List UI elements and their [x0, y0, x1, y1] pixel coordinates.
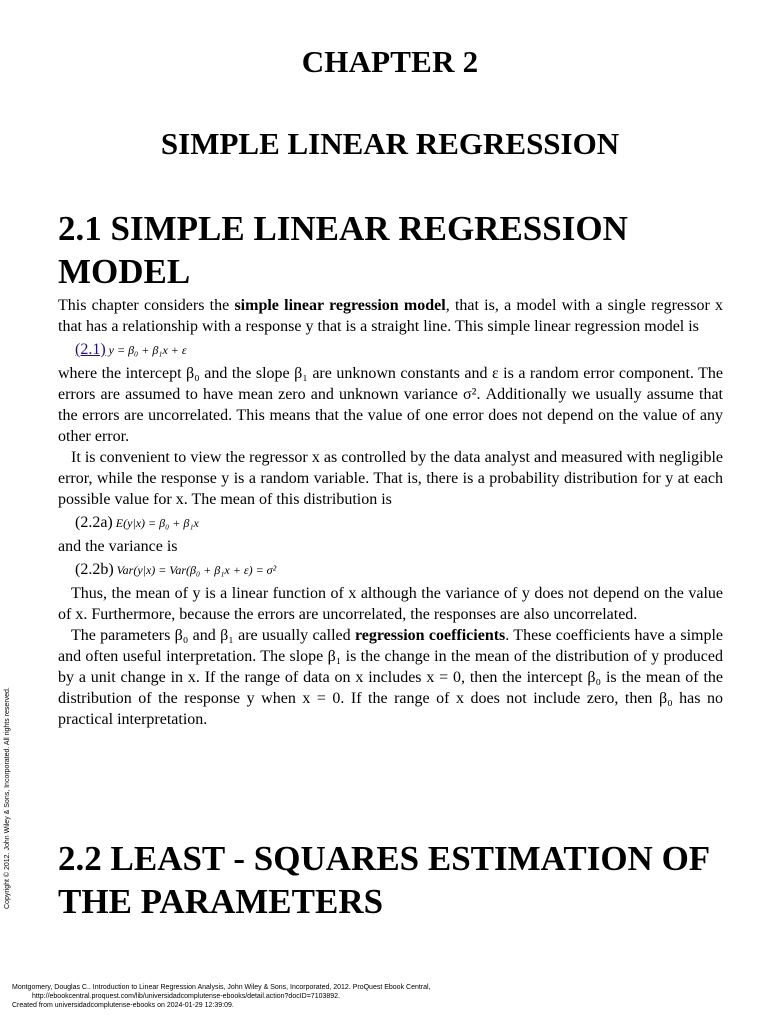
paragraph-coefficients: The parameters β₀ and β₁ are usually called regression coefficients. These coefficients have a simple and often useful interpretation. The slope β₁ is the change in the mean of the distribution of y produced by a unit change in x. If the range of data on x includes x = 0, then the intercept β₀ is the mean of the distribution of the response y when x = 0. If the range of x does not include zero, then β₀ has no practical interpretation.: [58, 627, 724, 728]
footer-line-1: Montgomery, Douglas C.. Introduction to Linear Regression Analysis, John Wiley & Sons, Incorporated, 2012. ProQuest Ebook Central,: [12, 984, 431, 991]
paragraph-error-assumptions: where the intercept β₀ and the slope β₁ are unknown constants and ε is a random error component. The errors are assumed to have mean zero and unknown variance σ². Additionally we usually assume that the errors are uncorrelated. This means that the value of one error does not depend on the value of any other error.: [58, 365, 723, 445]
equation-expression: y = β₀ + β₁x + ε: [108, 343, 187, 357]
equation-2-2b: [75, 557, 723, 583]
citation-footer: [12, 983, 752, 1010]
section-heading-2-2: 2.2 LEAST - SQUARES ESTIMATION OF THE PARAMETERS: [58, 839, 709, 921]
paragraph-mean-linear: Thus, the mean of y is a linear function of x although the variance of y does not depend on the value of x. Furthermore, because the errors are uncorrelated, the responses are also uncorrelated.: [58, 585, 723, 623]
equation-ref-link[interactable]: (2.1): [75, 341, 106, 358]
section-body-2-1: [58, 295, 723, 730]
equation-expression: E(y|x) = β₀ + β₁x: [115, 516, 199, 530]
copyright-notice: Copyright © 2012. John Wiley & Sons, Incorporated. All rights reserved.: [4, 687, 11, 909]
equation-label: (2.2b): [75, 561, 114, 578]
equation-2-2a: [75, 510, 723, 536]
section-heading-2-1: 2.1 SIMPLE LINEAR REGRESSION MODEL: [58, 209, 628, 291]
equation-2-1: [75, 337, 723, 363]
chapter-number: CHAPTER 2: [301, 44, 479, 79]
equation-label: (2.2a): [75, 514, 113, 531]
term-regression-coefficients: regression coefficients: [354, 627, 506, 644]
term-simple-linear-regression-model: simple linear regression model: [234, 297, 446, 314]
equation-expression: Var(y|x) = Var(β₀ + β₁x + ε) = σ²: [116, 563, 277, 577]
paragraph-regressor: It is convenient to view the regressor x as controlled by the data analyst and measured with negligible error, while the response y is a random variable. That is, there is a probability distribution for y at each possible value for x. The mean of this distribution is: [58, 449, 723, 508]
paragraph-intro: This chapter considers the simple linear regression model, that is, a model with a single regressor x that has a relationship with a response y that is a straight line. This simple linear regression model is: [58, 297, 724, 335]
footer-line-2: http://ebookcentral.proquest.com/lib/universidadcomplutense-ebooks/detail.action?docID=7103892.: [32, 993, 340, 1000]
chapter-title: SIMPLE LINEAR REGRESSION: [160, 126, 620, 161]
footer-line-3: Created from universidadcomplutense-ebooks on 2024-01-29 12:39:09.: [12, 1002, 234, 1009]
paragraph-variance-intro: and the variance is: [58, 538, 178, 555]
